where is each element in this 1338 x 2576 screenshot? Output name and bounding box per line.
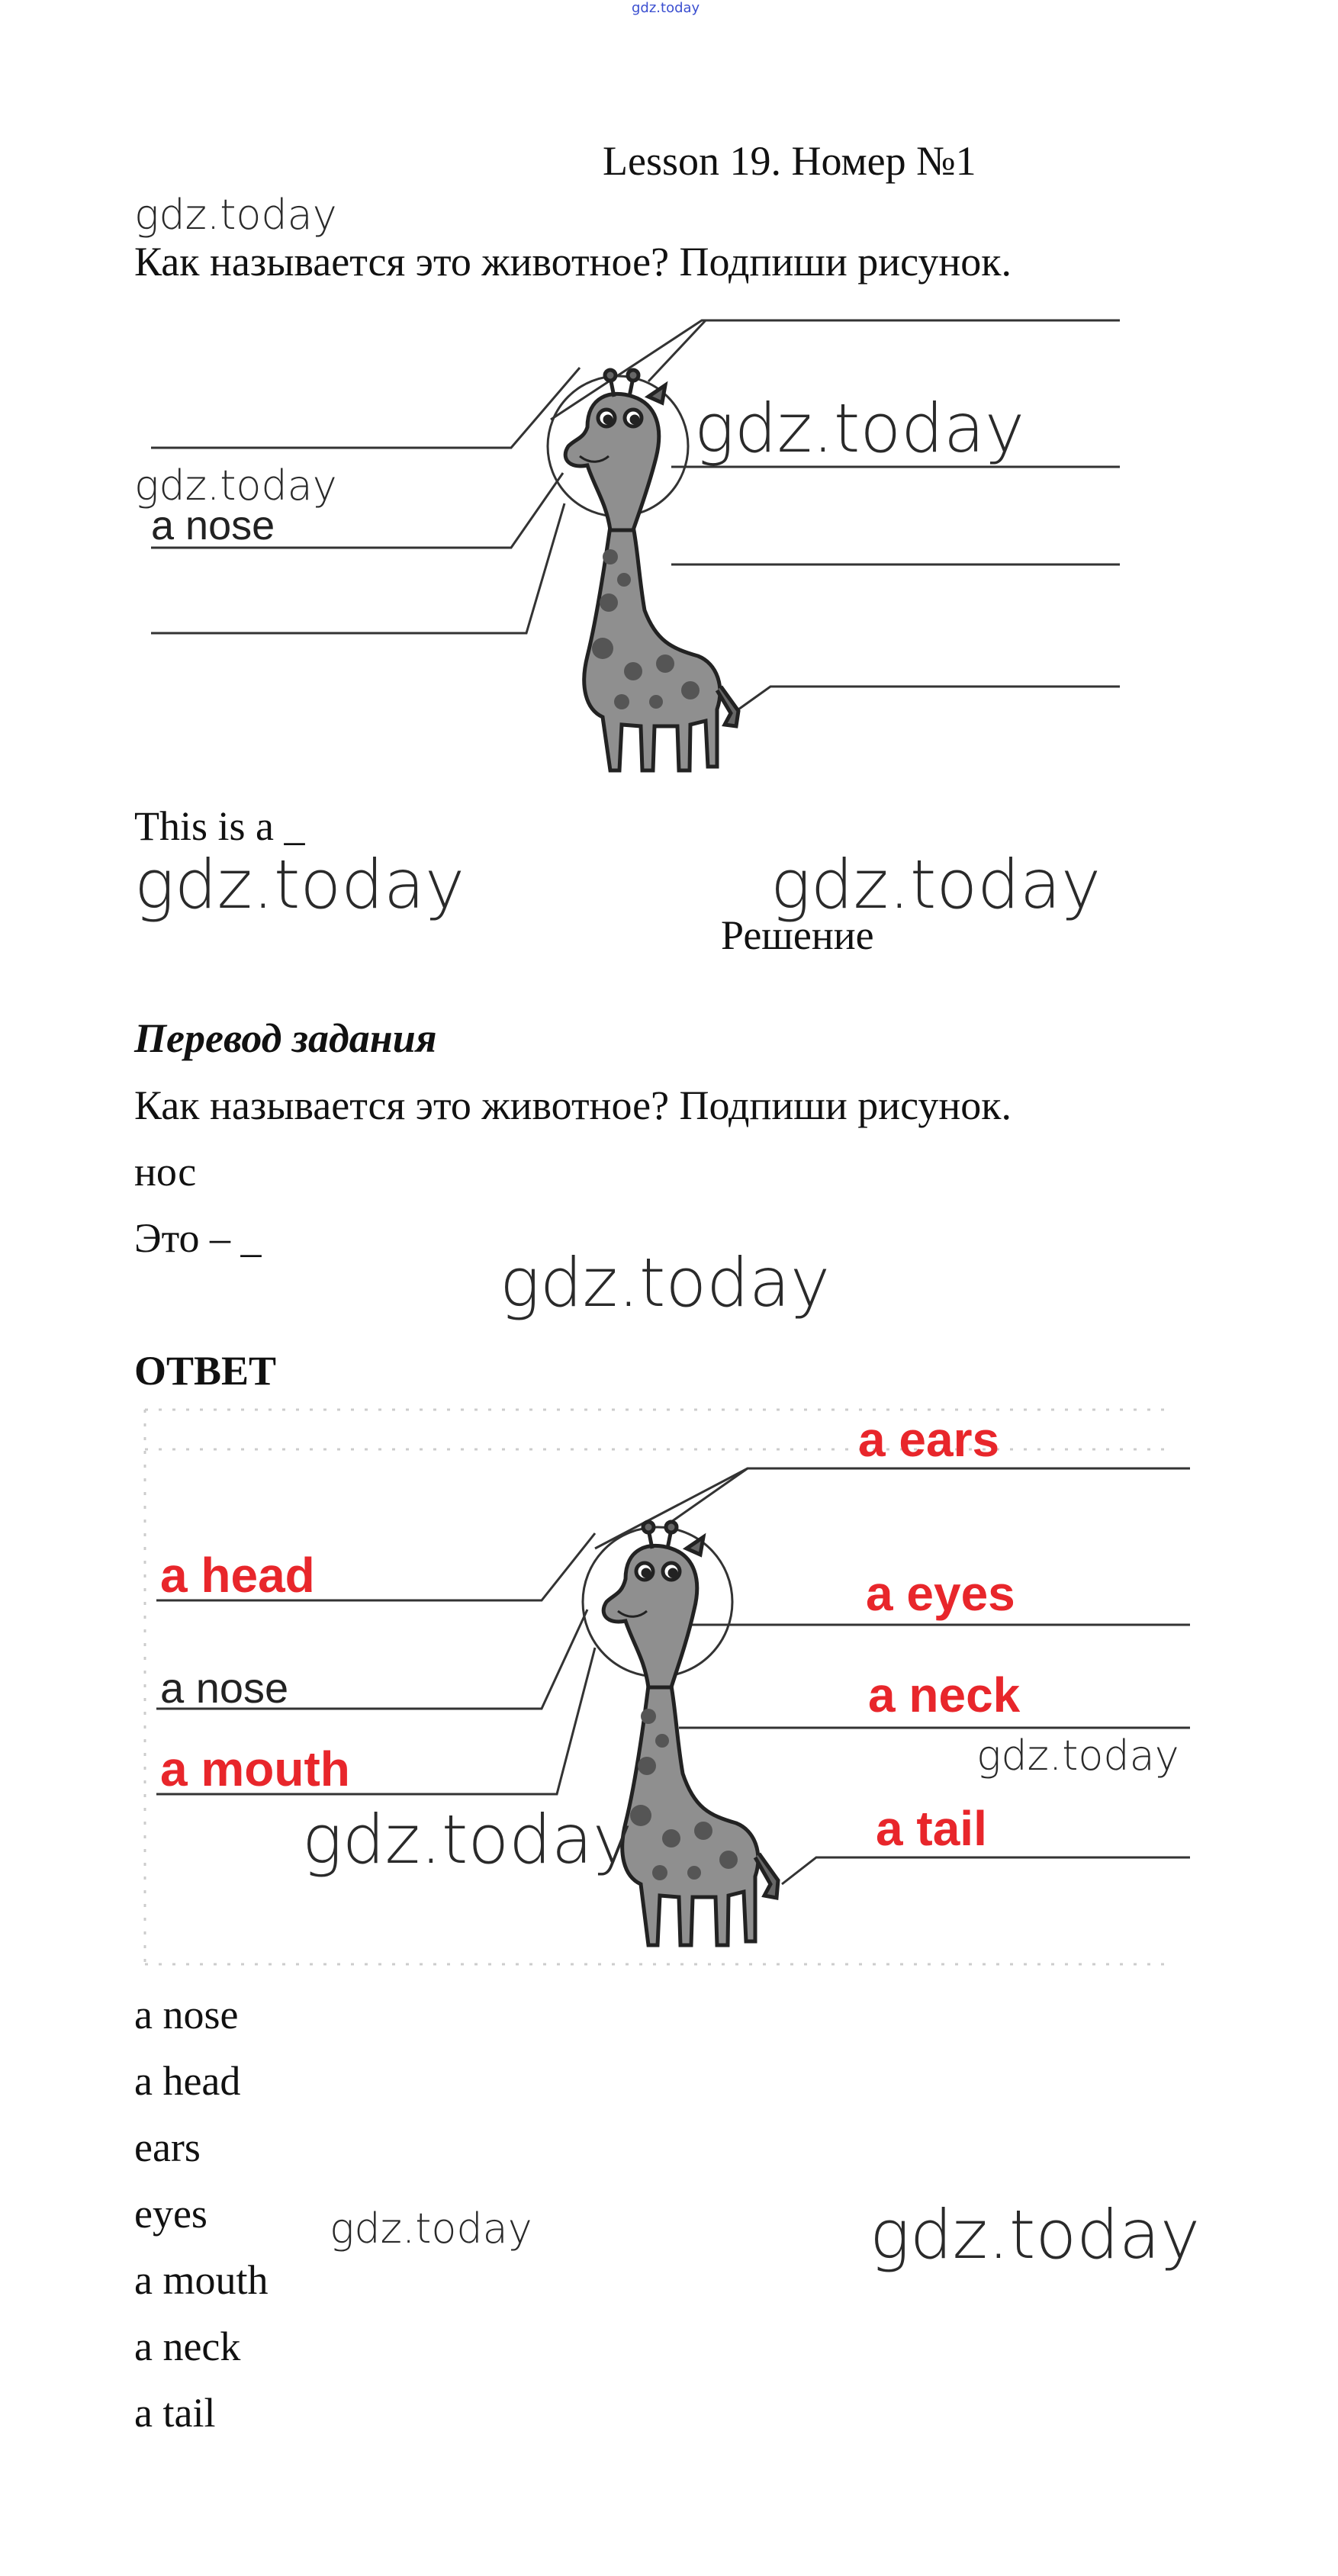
watermark: gdz.today: [500, 1243, 831, 1322]
watermark: gdz.today: [134, 845, 465, 924]
answer-label-head: a head: [160, 1548, 315, 1603]
translation-heading: Перевод задания: [134, 1015, 437, 1061]
translation-nose: нос: [134, 1149, 197, 1195]
answer-heading: ОТВЕТ: [134, 1348, 277, 1394]
answer-word: a mouth: [134, 2257, 269, 2303]
translation-sentence: Это – _: [134, 1215, 262, 1261]
task-instruction: Как называется это животное? Подпиши рисунок.: [134, 239, 1012, 285]
watermark: gdz.today: [976, 1732, 1179, 1780]
answer-word: ears: [134, 2124, 201, 2170]
page-title: Lesson 19. Номер №1: [603, 138, 976, 184]
answer-label-tail: a tail: [876, 1801, 987, 1856]
translation-instruction: Как называется это животное? Подпиши рисунок.: [134, 1082, 1012, 1128]
answer-word: a neck: [134, 2324, 241, 2369]
answer-word: eyes: [134, 2191, 207, 2237]
task-sentence: This is a _: [134, 803, 305, 849]
answer-label-nose: a nose: [160, 1664, 289, 1712]
answer-label-eyes: a eyes: [866, 1566, 1015, 1621]
giraffe-figure-task: [0, 297, 1338, 801]
watermark: gdz.today: [694, 389, 1025, 468]
watermark: gdz.today: [302, 1800, 633, 1879]
watermark-top: gdz.today: [632, 0, 700, 16]
watermark: gdz.today: [134, 461, 337, 510]
given-label-nose: a nose: [151, 503, 275, 548]
watermark: gdz.today: [870, 2195, 1201, 2274]
answer-label-mouth: a mouth: [160, 1741, 350, 1796]
answer-word: a tail: [134, 2390, 216, 2436]
watermark: gdz.today: [770, 845, 1102, 924]
watermark: gdz.today: [134, 191, 337, 239]
answer-word: a head: [134, 2058, 241, 2104]
answer-word: a nose: [134, 1992, 239, 2037]
giraffe-drawing: [603, 1522, 778, 1945]
answer-label-ears: a ears: [858, 1412, 1000, 1467]
answer-label-neck: a neck: [868, 1667, 1021, 1722]
solution-heading: Решение: [721, 912, 874, 958]
watermark: gdz.today: [330, 2205, 532, 2253]
